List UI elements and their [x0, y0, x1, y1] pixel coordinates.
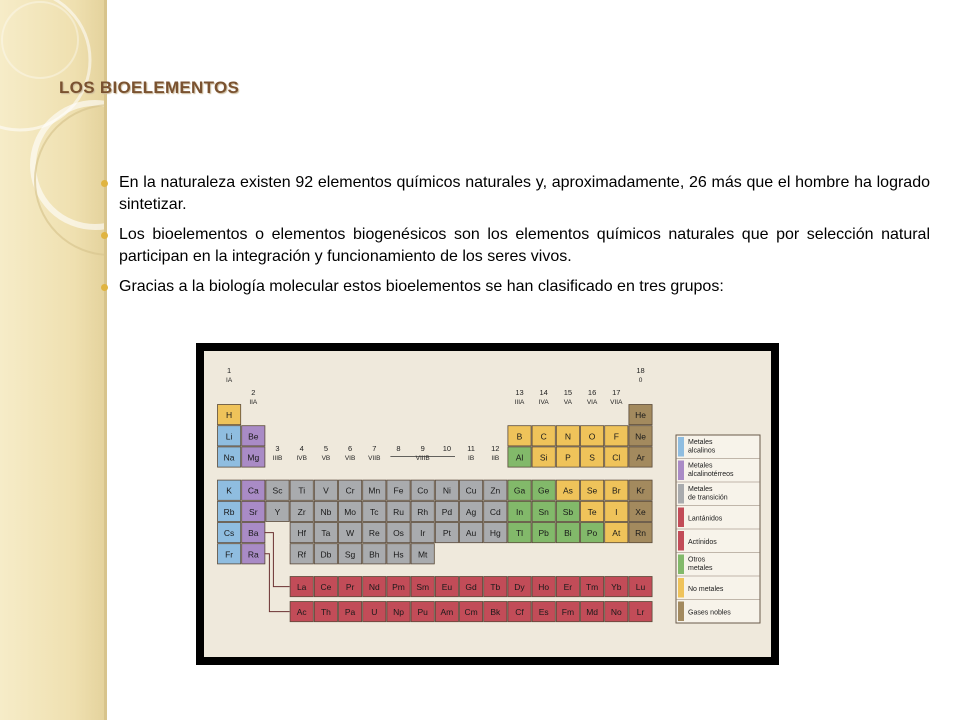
element-symbol: He — [635, 410, 646, 421]
element-symbol: Zn — [490, 485, 501, 496]
element-cell — [629, 480, 652, 500]
element-symbol: No — [610, 607, 622, 618]
lanthanide-cell — [605, 577, 628, 597]
element-symbol: Fr — [225, 549, 234, 560]
element-symbol: Ra — [247, 549, 259, 560]
element-symbol: Cm — [464, 607, 478, 618]
element-symbol: Rf — [297, 549, 306, 560]
element-cell — [290, 480, 313, 500]
element-cell — [581, 426, 604, 446]
lanthanide-cell — [387, 577, 410, 597]
element-cell — [314, 523, 337, 543]
element-symbol: Eu — [441, 582, 453, 593]
element-cell — [387, 480, 410, 500]
element-symbol: Sn — [538, 506, 549, 517]
element-cell — [387, 501, 410, 521]
decorative-sidebar — [0, 0, 106, 720]
element-symbol: Pd — [441, 506, 453, 517]
element-symbol: Ne — [635, 431, 646, 442]
element-symbol: Cl — [612, 452, 621, 463]
element-cell — [339, 501, 362, 521]
legend-label: alcalinotérreos — [688, 471, 734, 478]
element-symbol: Cu — [465, 485, 477, 496]
element-symbol: Pb — [538, 528, 549, 539]
element-symbol: Y — [274, 506, 281, 517]
element-cell — [266, 480, 289, 500]
element-symbol: Ta — [321, 528, 331, 539]
element-cell — [532, 447, 555, 467]
element-cell — [218, 501, 241, 521]
element-symbol: H — [226, 410, 233, 421]
group-name: VIIA — [610, 399, 623, 406]
actinide-cell — [581, 602, 604, 622]
group-number: 14 — [539, 388, 548, 397]
lanthanide-cell — [411, 577, 434, 597]
element-symbol: Br — [612, 485, 621, 496]
element-symbol: F — [613, 431, 619, 442]
element-symbol: Rb — [223, 506, 235, 517]
actinide-cell — [629, 602, 652, 622]
group-number: 4 — [299, 444, 304, 453]
element-cell — [266, 501, 289, 521]
element-cell — [363, 501, 386, 521]
element-cell — [387, 523, 410, 543]
element-cell — [532, 523, 555, 543]
element-symbol: Tc — [370, 506, 379, 517]
element-symbol: Al — [515, 452, 524, 463]
group-number: 7 — [372, 444, 377, 453]
group-number: 16 — [587, 388, 597, 397]
element-cell — [556, 447, 579, 467]
group-name: IIB — [491, 455, 500, 462]
element-symbol: At — [612, 528, 621, 539]
element-cell — [218, 523, 241, 543]
element-symbol: Kr — [636, 485, 645, 496]
element-symbol: I — [615, 506, 618, 517]
element-cell — [484, 501, 507, 521]
element-symbol: Mg — [247, 452, 260, 463]
group-number: 5 — [323, 444, 328, 453]
group-name: VA — [563, 399, 573, 406]
element-cell — [581, 501, 604, 521]
periodic-table-panel — [204, 351, 771, 657]
bullet-dot-icon — [101, 180, 108, 187]
element-symbol: Pr — [345, 582, 355, 593]
element-cell — [460, 480, 483, 500]
element-symbol: Fe — [393, 485, 404, 496]
element-symbol: Tm — [585, 582, 599, 593]
element-symbol: Cr — [345, 485, 355, 496]
element-symbol: Re — [368, 528, 380, 539]
element-symbol: Ce — [320, 582, 332, 593]
group-name: IVA — [538, 399, 549, 406]
element-cell — [411, 523, 434, 543]
element-symbol: As — [562, 485, 573, 496]
legend-swatch — [678, 602, 684, 622]
element-cell — [435, 480, 458, 500]
element-symbol: Be — [248, 431, 259, 442]
element-cell — [218, 426, 241, 446]
actinide-cell — [411, 602, 434, 622]
legend-label: Metales — [688, 486, 713, 493]
element-symbol: Nb — [320, 506, 332, 517]
element-cell — [605, 523, 628, 543]
element-cell — [411, 501, 434, 521]
group-number: 2 — [251, 388, 256, 397]
group-number: 15 — [563, 388, 573, 397]
actinide-cell — [556, 602, 579, 622]
bullet-item — [100, 276, 930, 298]
lanthanide-cell — [339, 577, 362, 597]
element-symbol: Ag — [465, 506, 477, 517]
element-symbol: Bk — [490, 607, 501, 618]
sidebar-edge — [104, 0, 107, 720]
element-cell — [581, 447, 604, 467]
element-symbol: Mt — [417, 549, 428, 560]
element-cell — [242, 480, 265, 500]
slide-title: LOS BIOELEMENTOS — [59, 78, 240, 97]
lanthanide-cell — [629, 577, 652, 597]
lanthanide-cell — [363, 577, 386, 597]
actinide-cell — [290, 602, 313, 622]
element-cell — [508, 447, 531, 467]
element-cell — [363, 523, 386, 543]
element-symbol: O — [588, 431, 596, 442]
actinide-cell — [484, 602, 507, 622]
element-symbol: Ge — [538, 485, 550, 496]
element-symbol: U — [371, 607, 378, 618]
element-cell — [339, 480, 362, 500]
legend-label: alcalinos — [688, 447, 716, 455]
element-symbol: Bh — [369, 549, 380, 560]
element-cell — [484, 480, 507, 500]
element-symbol: Ni — [442, 485, 451, 496]
lanthanide-cell — [581, 577, 604, 597]
element-symbol: Mo — [344, 506, 357, 517]
element-symbol: Ga — [513, 485, 526, 496]
element-symbol: Sg — [344, 549, 356, 560]
element-cell — [339, 523, 362, 543]
element-cell — [218, 544, 241, 564]
bullet-text: Los bioelementos o elementos biogenésicos son los elementos químicos naturales que por selección natural participan en la integración y funcionamiento de los seres vivos. — [119, 226, 930, 265]
element-cell — [508, 501, 531, 521]
element-symbol: Po — [586, 528, 598, 539]
periodic-table — [204, 351, 771, 657]
element-symbol: Dy — [514, 582, 525, 593]
group-name: VIB — [344, 455, 356, 462]
element-cell — [339, 544, 362, 564]
element-cell — [363, 480, 386, 500]
lanthanide-cell — [290, 577, 313, 597]
group-name: 0 — [638, 377, 643, 384]
element-cell — [508, 480, 531, 500]
f-block-connector — [264, 554, 289, 612]
element-cell — [581, 523, 604, 543]
element-cell — [556, 523, 579, 543]
element-symbol: S — [589, 452, 595, 463]
element-cell — [363, 544, 386, 564]
element-symbol: Sm — [416, 582, 430, 593]
legend-item — [678, 437, 716, 457]
element-symbol: Mn — [368, 485, 381, 496]
group-number: 3 — [275, 444, 280, 453]
lanthanide-cell — [532, 577, 555, 597]
element-cell — [411, 480, 434, 500]
legend-swatch — [678, 437, 684, 457]
element-cell — [290, 523, 313, 543]
element-cell — [242, 447, 265, 467]
element-symbol: Tb — [490, 582, 501, 593]
legend-label: Lantánidos — [688, 515, 723, 523]
legend-label: Actínidos — [688, 538, 717, 546]
bullet-item — [100, 224, 930, 268]
element-symbol: Gd — [465, 582, 477, 593]
element-symbol: W — [346, 528, 355, 539]
group-number: 8 — [396, 444, 401, 453]
group-name: VIIB — [368, 455, 381, 462]
element-symbol: N — [564, 431, 571, 442]
element-symbol: Ba — [248, 528, 259, 539]
element-symbol: In — [515, 506, 524, 517]
legend-swatch — [678, 555, 684, 575]
element-symbol: Cd — [489, 506, 501, 517]
element-symbol: Ar — [636, 452, 645, 463]
element-cell — [242, 523, 265, 543]
element-symbol: Pu — [417, 607, 428, 618]
element-cell — [387, 544, 410, 564]
element-symbol: Sc — [272, 485, 283, 496]
element-symbol: C — [540, 431, 547, 442]
legend-label: metales — [688, 565, 713, 572]
periodic-table-image — [196, 343, 779, 665]
legend-label: Gases nobles — [688, 609, 731, 617]
element-symbol: Nd — [368, 582, 380, 593]
actinide-cell — [460, 602, 483, 622]
element-cell — [605, 447, 628, 467]
f-block-connector — [264, 533, 289, 587]
element-symbol: Es — [538, 607, 549, 618]
legend-label: No metales — [688, 585, 724, 593]
element-symbol: B — [516, 431, 523, 442]
element-symbol: Pt — [442, 528, 451, 539]
element-cell — [314, 480, 337, 500]
element-symbol: Hf — [297, 528, 306, 539]
element-symbol: Er — [563, 582, 573, 593]
bullet-dot-icon — [101, 232, 108, 239]
actinide-cell — [387, 602, 410, 622]
swirl-decoration — [0, 0, 106, 720]
element-cell — [484, 523, 507, 543]
actinide-cell — [435, 602, 458, 622]
element-cell — [629, 426, 652, 446]
group-number: 18 — [636, 366, 645, 375]
legend-swatch — [678, 461, 684, 481]
element-symbol: Ru — [393, 506, 404, 517]
element-symbol: Db — [320, 549, 332, 560]
group-name: VIIIB — [415, 455, 430, 462]
actinide-cell — [508, 602, 531, 622]
legend-swatch — [678, 484, 684, 504]
element-symbol: Cf — [515, 607, 524, 618]
element-cell — [242, 501, 265, 521]
group-number: 13 — [515, 388, 524, 397]
group-name: IB — [468, 455, 475, 462]
actinide-cell — [363, 602, 386, 622]
element-symbol: Ti — [298, 485, 306, 496]
element-cell — [508, 426, 531, 446]
element-symbol: Hg — [489, 528, 501, 539]
element-symbol: Cs — [223, 528, 235, 539]
element-cell — [605, 426, 628, 446]
element-cell — [218, 480, 241, 500]
actinide-cell — [339, 602, 362, 622]
legend-swatch — [678, 508, 684, 528]
lanthanide-cell — [435, 577, 458, 597]
bullet-dot-icon — [101, 284, 108, 291]
element-symbol: Tl — [515, 528, 524, 539]
lanthanide-cell — [556, 577, 579, 597]
element-symbol: Pm — [392, 582, 405, 593]
element-symbol: Ho — [538, 582, 550, 593]
group-number: 11 — [467, 444, 475, 453]
group-name: IVB — [296, 455, 307, 462]
group-name: IIIB — [272, 455, 283, 462]
bullet-item — [100, 172, 930, 216]
bullet-list — [100, 172, 930, 306]
group-name: IIA — [249, 399, 258, 406]
element-symbol: Se — [586, 485, 598, 496]
element-cell — [532, 426, 555, 446]
group-number: 9 — [420, 444, 425, 453]
element-cell — [581, 480, 604, 500]
group-number: 10 — [442, 444, 452, 453]
element-cell — [435, 501, 458, 521]
legend-label: Metales — [688, 439, 713, 446]
element-cell — [532, 480, 555, 500]
group-name: VIA — [586, 399, 598, 406]
element-symbol: Yb — [611, 582, 622, 593]
legend-label: de transición — [688, 494, 728, 502]
element-cell — [218, 447, 241, 467]
element-symbol: Au — [465, 528, 477, 539]
element-cell — [556, 501, 579, 521]
element-cell — [556, 480, 579, 500]
element-symbol: Np — [393, 607, 404, 618]
element-cell — [605, 480, 628, 500]
element-symbol: Os — [393, 528, 404, 539]
element-symbol: Zr — [297, 506, 306, 517]
element-symbol: K — [226, 485, 232, 496]
element-symbol: Pa — [344, 607, 356, 618]
element-cell — [290, 501, 313, 521]
group-name: VB — [321, 455, 331, 462]
actinide-cell — [532, 602, 555, 622]
element-symbol: Ir — [420, 528, 426, 539]
element-symbol: Lr — [636, 607, 645, 618]
group-number: 6 — [348, 444, 353, 453]
legend-swatch — [678, 531, 684, 551]
element-cell — [629, 405, 652, 425]
element-symbol: Ac — [296, 607, 307, 618]
lanthanide-cell — [484, 577, 507, 597]
element-symbol: Ca — [247, 485, 259, 496]
element-symbol: La — [296, 582, 307, 593]
group-number: 1 — [227, 366, 232, 375]
legend-label: Otros — [688, 556, 706, 564]
element-symbol: Te — [587, 506, 597, 517]
element-symbol: Li — [225, 431, 233, 442]
element-symbol: P — [565, 452, 571, 463]
element-symbol: Rn — [635, 528, 646, 539]
element-cell — [508, 523, 531, 543]
group-name: IA — [226, 377, 233, 384]
group-number: 17 — [612, 388, 621, 397]
element-symbol: Sr — [249, 506, 258, 517]
group-number: 12 — [491, 444, 500, 453]
lanthanide-cell — [460, 577, 483, 597]
lanthanide-cell — [314, 577, 337, 597]
element-cell — [242, 544, 265, 564]
element-symbol: Rh — [417, 506, 429, 517]
bullet-text: Gracias a la biología molecular estos bioelementos se han clasificado en tres grupos: — [119, 278, 724, 295]
element-symbol: Lu — [635, 582, 646, 593]
bullet-text: En la naturaleza existen 92 elementos químicos naturales y, aproximadamente, 26 más que el hombre ha logrado sintetizar. — [119, 174, 930, 213]
element-cell — [314, 544, 337, 564]
element-symbol: Bi — [564, 528, 572, 539]
element-symbol: V — [323, 485, 329, 496]
element-cell — [629, 523, 652, 543]
element-symbol: Am — [440, 607, 454, 618]
element-cell — [242, 426, 265, 446]
element-symbol: Md — [586, 607, 599, 618]
actinide-cell — [605, 602, 628, 622]
legend-label: Metales — [688, 462, 713, 470]
element-cell — [605, 501, 628, 521]
element-cell — [629, 501, 652, 521]
element-symbol: Si — [539, 452, 548, 463]
element-cell — [290, 544, 313, 564]
element-cell — [532, 501, 555, 521]
element-symbol: Th — [320, 607, 331, 618]
element-cell — [218, 405, 241, 425]
element-cell — [556, 426, 579, 446]
element-symbol: Fm — [561, 607, 575, 618]
group-name: IIIA — [514, 399, 525, 406]
element-cell — [435, 523, 458, 543]
element-cell — [460, 501, 483, 521]
element-symbol: Co — [417, 485, 429, 496]
element-symbol: Xe — [635, 506, 646, 517]
element-symbol: Hs — [393, 549, 404, 560]
element-cell — [460, 523, 483, 543]
element-cell — [411, 544, 434, 564]
element-symbol: Sb — [562, 506, 574, 517]
actinide-cell — [314, 602, 337, 622]
lanthanide-cell — [508, 577, 531, 597]
element-symbol: Na — [223, 452, 235, 463]
legend-swatch — [678, 578, 684, 598]
element-cell — [314, 501, 337, 521]
element-cell — [629, 447, 652, 467]
